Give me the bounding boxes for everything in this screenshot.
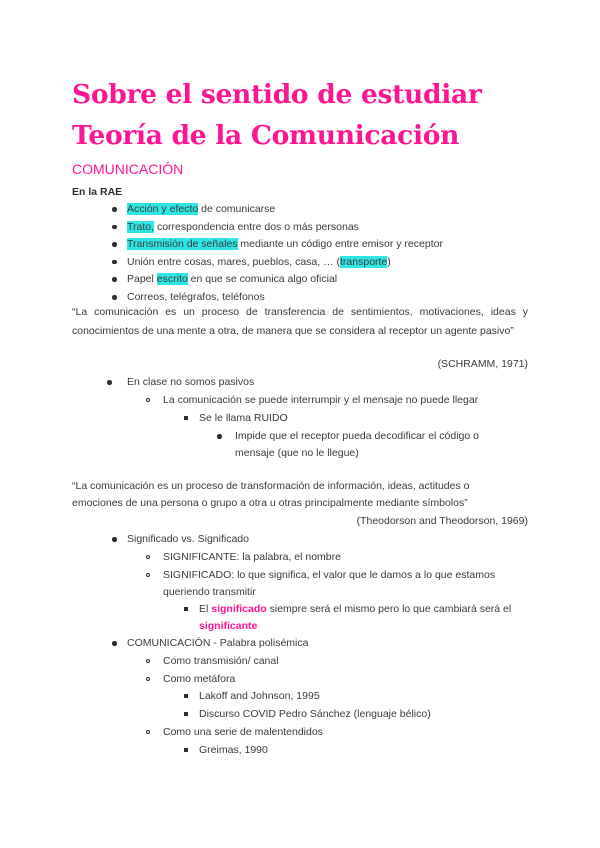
bullet-square: [184, 694, 188, 698]
bullet-square: [184, 712, 188, 716]
text-run: El: [199, 603, 212, 615]
page-title: Sobre el sentido de estudiar Teoría de la Comunicación: [72, 79, 482, 151]
text-run: en que se comunica algo oficial: [187, 273, 338, 286]
bullet-square: [184, 607, 188, 611]
list-item: Como una serie de malentendidos: [163, 726, 323, 738]
list-item: Greimas, 1990: [199, 744, 268, 756]
bullet-dot: [112, 537, 117, 542]
bullet-ring: [146, 730, 150, 734]
citation-schramm: (SCHRAMM, 1971): [437, 358, 528, 370]
rae-list-item: [127, 290, 265, 304]
bullet-dot: [112, 295, 117, 300]
rae-list-item: [127, 237, 443, 251]
bullet-dot: [112, 242, 117, 247]
rae-subheading: En la RAE: [72, 186, 123, 198]
quote-theodorson-line1: “La comunicación es un proceso de transformación de información, ideas, actitudes o: [72, 480, 470, 492]
bullet-dot: [112, 641, 117, 646]
text-run: Correos, telégrafos, teléfonos: [127, 291, 265, 303]
citation-theodorson: (Theodorson and Theodorson, 1969): [356, 515, 528, 527]
highlight: Acción y efecto: [127, 203, 199, 215]
list-item: Se le llama RUIDO: [199, 412, 288, 424]
bullet-dot: [217, 434, 222, 439]
text-run: ): [387, 255, 391, 268]
list-item: Discurso COVID Pedro Sánchez (lenguaje bélico): [199, 708, 431, 720]
text-run: de comunicarse: [198, 203, 276, 215]
list-item: Como transmisión/ canal: [163, 655, 279, 667]
list-item: [199, 602, 511, 616]
emphasis-significado: significado: [211, 603, 267, 615]
bullet-ring: [146, 677, 150, 681]
bullet-ring: [146, 573, 150, 577]
bullet-ring: [146, 659, 150, 663]
bullet-ring: [146, 398, 150, 402]
list-item: Significado vs. Significado: [127, 533, 249, 545]
highlight: transporte: [340, 255, 388, 268]
rae-list-item: [127, 202, 275, 216]
section-heading: COMUNICACIÓN: [72, 161, 184, 177]
list-item: SIGNIFICANTE: la palabra, el nombre: [163, 551, 341, 563]
bullet-dot: [112, 260, 117, 265]
quote-schramm: “La comunicación es un proceso de transferencia de sentimientos, motivaciones, ideas y conocimientos de una mente a otra, de manera que se considera al receptor un agente pasivo”: [72, 306, 528, 337]
text-run: correspondencia entre dos o más personas: [154, 220, 359, 233]
list-item-continuation: queriendo transmitir: [163, 586, 256, 598]
bullet-dot: [112, 277, 117, 282]
rae-list-item: [127, 272, 337, 286]
bullet-square: [184, 416, 188, 420]
list-item-continuation: mensaje (que no le llegue): [235, 447, 359, 459]
quote-theodorson-line2: emociones de una persona o grupo a otra u otras principalmente mediante símbolos”: [72, 497, 468, 509]
list-item: Como metáfora: [163, 673, 236, 685]
highlight: escrito: [156, 273, 188, 286]
bullet-square: [184, 748, 188, 752]
bullet-dot: [112, 225, 117, 230]
emphasis-significante: significante: [199, 620, 258, 632]
list-item: SIGNIFICADO: lo que significa, el valor que le damos a lo que estamos: [163, 569, 496, 581]
text-run: Unión entre cosas, mares, pueblos, casa, … (: [127, 255, 341, 268]
list-item: COMUNICACIÓN - Palabra polisémica: [127, 637, 309, 649]
list-item: Impide que el receptor pueda decodificar el código o: [235, 430, 479, 442]
highlight: Transmisión de señales: [127, 238, 238, 251]
rae-list-item: [127, 255, 391, 269]
rae-list-item: [127, 220, 359, 234]
bullet-dot: [112, 207, 117, 212]
list-item: Lakoff and Johnson, 1995: [199, 690, 320, 702]
text-run: mediante un código entre emisor y receptor: [237, 238, 443, 251]
highlight: Trato,: [127, 220, 155, 233]
bullet-ring: [146, 555, 150, 559]
list-item: La comunicación se puede interrumpir y el mensaje no puede llegar: [163, 394, 479, 406]
bullet-dot: [107, 380, 112, 385]
text-run: Papel: [127, 273, 157, 286]
text-run: siempre será el mismo pero lo que cambiará será el: [266, 603, 512, 615]
list-item: En clase no somos pasivos: [127, 376, 255, 388]
